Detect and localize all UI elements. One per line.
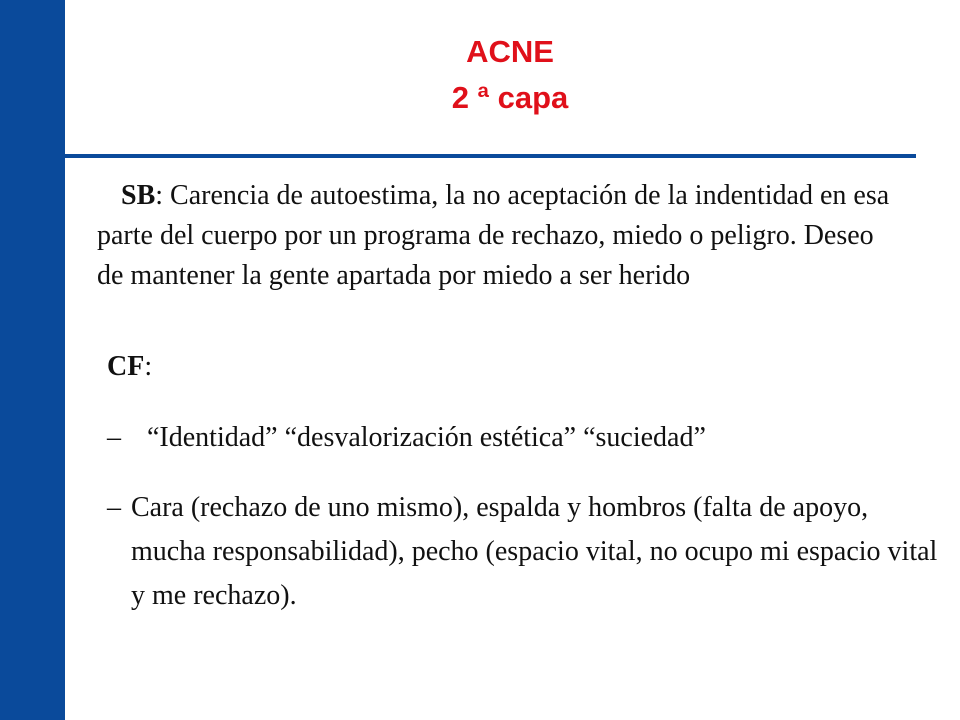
bullet-item-identity bbox=[107, 418, 706, 458]
bullet-dash: – bbox=[107, 492, 121, 523]
slide-title: ACNE bbox=[466, 34, 554, 69]
bullet-item-body-areas bbox=[107, 486, 947, 618]
bullet-text: Cara (rechazo de uno mismo), espalda y hombros (falta de apoyo, mucha responsabilidad), pecho (espacio vital, no ocupo mi espacio vital y me rechazo). bbox=[131, 492, 938, 611]
bullet-dash: – bbox=[107, 422, 121, 453]
left-accent-bar bbox=[0, 0, 65, 720]
bullet-text: “Identidad” “desvalorización estética” “suciedad” bbox=[147, 422, 706, 453]
sb-paragraph bbox=[97, 176, 907, 296]
cf-suffix: : bbox=[144, 351, 153, 382]
cf-label: CF bbox=[107, 351, 145, 382]
sb-text: : Carencia de autoestima, la no aceptación de la indentidad en esa parte del cuerpo por un programa de rechazo, miedo o peligro. Deseo de mantener la gente apartada por miedo a ser herido bbox=[97, 180, 890, 291]
slide-subtitle: 2 ª capa bbox=[451, 80, 569, 115]
sb-label: SB bbox=[121, 180, 156, 211]
cf-heading bbox=[107, 347, 152, 387]
title-divider bbox=[65, 154, 916, 158]
